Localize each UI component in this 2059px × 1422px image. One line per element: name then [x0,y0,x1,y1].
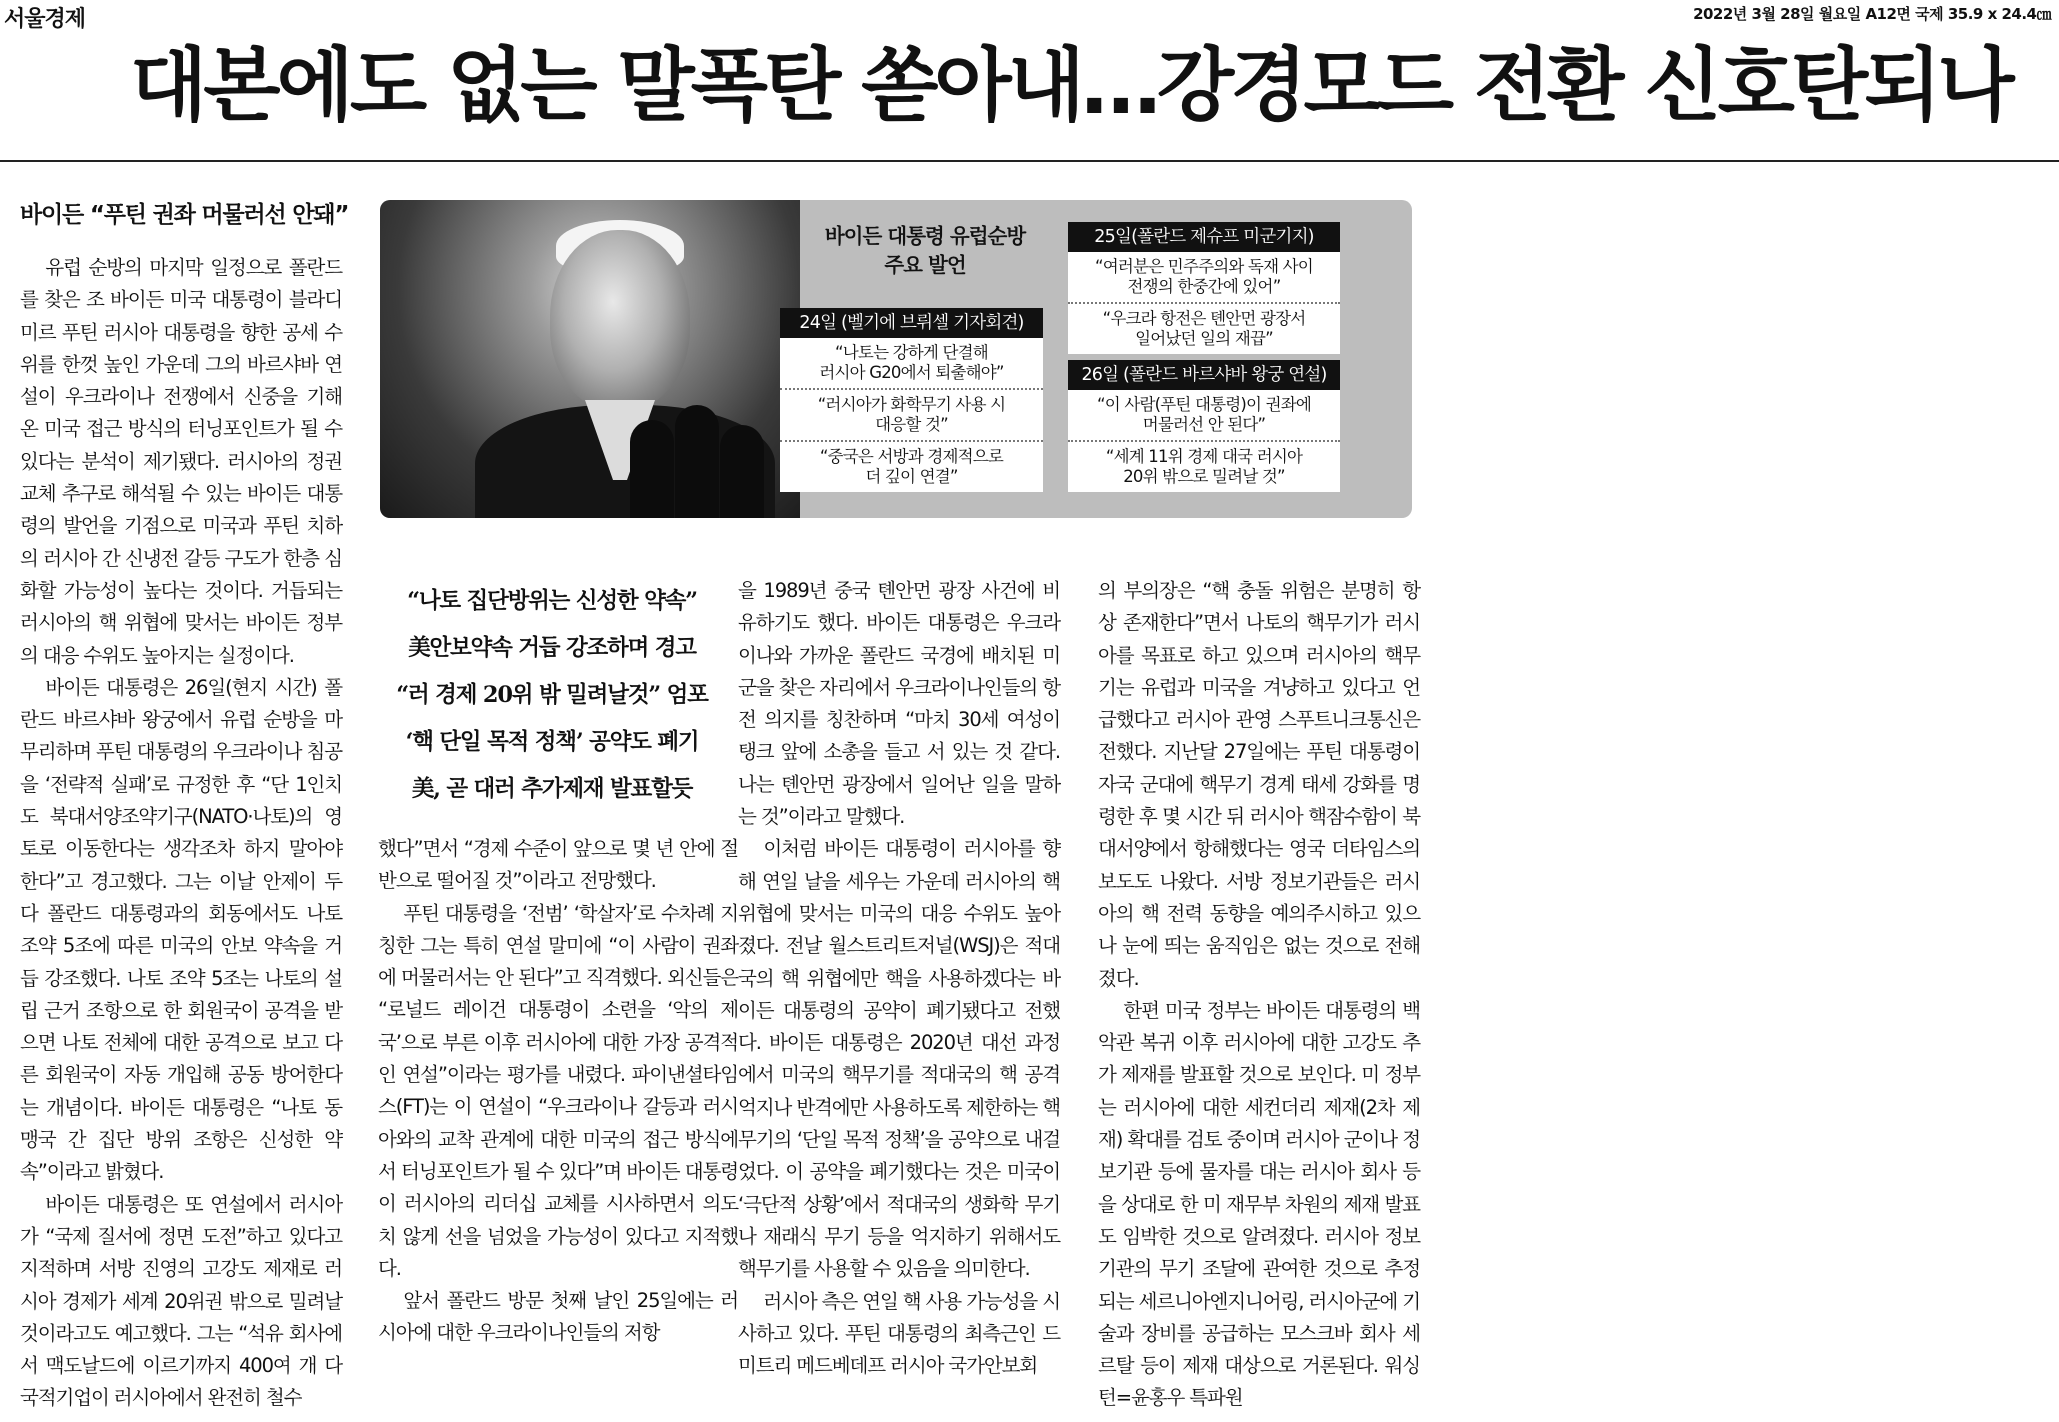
quote: “나토는 강하게 단결해 러시아 G20에서 퇴출해야” [780,338,1043,390]
panel-head: 26일 (폴란드 바르샤바 왕궁 연설) [1068,360,1340,390]
article-paragraph: 바이든 대통령은 26일(현지 시간) 폴란드 바르샤바 왕궁에서 유럽 순방을 마무리하며 푸틴 대통령의 우크라이나 침공을 ‘전략적 실패’로 규정한 후 “단 1인치도 북대서양조약기구(NATO·나토)의 영토로 이동한다는 생각조차 하지 말아야 한다”고 경고했다. 그는 이날 안제이 두다 폴란드 대통령과의 회동에서도 나토 조약 5조에 따른 미국의 안보 약속을 거듭 강조했다. 나토 조약 5조는 나토의 설립 근거 조항으로 한 회원국이 공격을 받으면 나토 전체에 대한 공격으로 보고 다른 회원국이 자동 개입해 공동 방어한다는 개념이다. 바이든 대통령은 “나토 동맹국 간 집단 방위 조항은 신성한 약속”이라고 밝혔다. [20,675,342,1184]
headline-rule [0,160,2059,162]
infobox [380,200,1412,518]
infobox-title [810,222,1040,280]
headline: 대본에도 없는 말폭탄 쏟아내…강경모드 전환 신호탄되나 [130,39,2011,132]
article-column-3 [738,575,1060,1382]
article-column-1 [20,252,342,1415]
photo-biden [380,200,800,518]
microphone-icon [720,425,764,518]
microphone-icon [630,420,674,518]
side-title: 바이든 “푸틴 권좌 머물러선 안돼” [20,202,349,228]
article-column-2 [378,833,738,1350]
subhead: ‘핵 단일 목적 정책’ 공약도 폐기 [405,729,699,755]
article-paragraph: 바이든 대통령은 또 연설에서 러시아가 “국제 질서에 정면 도전”하고 있다고 지적하며 서방 진영의 고강도 제재로 러시아 경제가 세계 20위권 밖으로 밀려날 것이라고도 예고했다. 그는 “석유 회사에서 맥도날드에 이르기까지 400여 개 다국적기업이 러시아에서 완전히 철수 [20,1192,342,1410]
quote: “이 사람(푸틴 대통령)이 권좌에 머물러선 안 된다” [1068,390,1340,442]
quote: “세계 11위 경제 대국 러시아 20위 밖으로 밀려날 것” [1105,447,1303,486]
subhead: 美, 곧 대러 추가제재 발표할듯 [411,776,693,802]
quote: “여러분은 민주주의와 독재 사이 전쟁의 한중간에 있어” [1068,252,1340,304]
panel-24 [780,308,1043,492]
article-paragraph: 했다”면서 “경제 수준이 앞으로 몇 년 안에 절반으로 떨어질 것”이라고 전망했다. [378,837,738,893]
subhead: “러 경제 20위 밖 밀려날것” 엄포 [396,682,708,708]
article-paragraph: 한편 미국 정부는 바이든 대통령의 백악관 복귀 이후 러시아에 대한 고강도 추가 제재를 발표할 것으로 보인다. 미 정부는 러시아에 대한 세컨더리 제재(2차 제재) 확대를 검토 중이며 러시아 군이나 정보기관 등에 물자를 대는 러시아 회사 등을 상대로 한 미 재무부 차원의 제재 발표도 임박한 것으로 알려졌다. 러시아 정보기관의 무기 조달에 관여한 것으로 추정되는 세르니아엔지니어링, 러시아군에 기술과 장비를 공급하는 모스크바 회사 세르탈 등이 제재 대상으로 거론된다. 워싱턴=윤홍우 특파원 [1098,998,1420,1410]
masthead-name: 서울경제 [4,7,86,32]
article-paragraph: 의 부의장은 “핵 충돌 위험은 분명히 항상 존재한다”면서 나토의 핵무기가 러시아를 목표로 하고 있으며 러시아의 핵무기는 유럽과 미국을 겨냥하고 있다고 언급했다고 러시아 관영 스푸트니크통신은 전했다. 지난달 27일에는 푸틴 대통령이 자국 군대에 핵무기 경계 태세 강화를 명령한 후 몇 시간 뒤 러시아 핵잠수함이 북대서양에서 항해했다는 영국 더타임스의 보도도 나왔다. 서방 정보기관들은 러시아의 핵 전력 동향을 예의주시하고 있으나 눈에 띄는 움직임은 없는 것으로 전해졌다. [1098,579,1420,990]
article-paragraph: 이처럼 바이든 대통령이 러시아를 향해 연일 날을 세우는 가운데 러시아의 핵 위협에 맞서는 미국의 대응 수위도 높아졌다. 전날 월스트리트저널(WSJ)은 적대국의 핵 위협에만 핵을 사용하겠다는 바이든 대통령의 공약이 폐기됐다고 전했다. 바이든 대통령은 2020년 대선 과정에서 미국의 핵무기를 적대국의 핵 공격 억지나 반격에만 사용하도록 제한하는 핵무기의 ‘단일 목적 정책’을 공약으로 내걸었다. 이 공약을 폐기했다는 것은 미국이 ‘극단적 상황’에서 적대국의 생화학 무기나 재래식 무기 등을 억지하기 위해서도 핵무기를 사용할 수 있음을 의미한다. [738,837,1060,1281]
panel-25 [1068,222,1340,354]
article-paragraph: 유럽 순방의 마지막 일정으로 폴란드를 찾은 조 바이든 미국 대통령이 블라디미르 푸틴 러시아 대통령을 향한 공세 수위를 한껏 높인 가운데 그의 바르샤바 연설이 우크라이나 전쟁에서 신중을 기해 온 미국 접근 방식의 터닝포인트가 될 수 있다는 분석이 제기됐다. 러시아의 정권 교체 추구로 해석될 수 있는 바이든 대통령의 발언을 기점으로 미국과 푸틴 치하의 러시아 간 신냉전 갈등 구도가 한층 심화할 가능성이 높다는 것이다. 거듭되는 러시아의 핵 위협에 맞서는 바이든 정부의 대응 수위도 높아지는 실정이다. [20,256,342,667]
subhead: 美안보약속 거듭 강조하며 경고 [408,635,696,661]
panel-head: 24일 (벨기에 브뤼셀 기자회견) [780,308,1043,338]
panel-head: 25일(폴란드 제슈프 미군기지) [1068,222,1340,252]
subhead: “나토 집단방위는 신성한 약속” [407,588,697,614]
microphone-icon [675,405,719,518]
quote: “우크라 항전은 톈안먼 광장서 일어났던 일의 재끕” [1102,309,1306,348]
article-paragraph: 을 1989년 중국 톈안먼 광장 사건에 비유하기도 했다. 바이든 대통령은 우크라이나와 가까운 폴란드 국경에 배치된 미군을 찾은 자리에서 우크라이나인들의 항전 의지를 칭찬하며 “마치 30세 여성이 탱크 앞에 소총을 들고 서 있는 것 같다. 나는 톈안먼 광장에서 일어난 일을 말하는 것”이라고 말했다. [738,579,1060,829]
infobox-title-line1: 바이든 대통령 유럽순방 [824,224,1026,248]
quote: “중국은 서방과 경제적으로 더 깊이 연결” [819,447,1004,486]
article-paragraph: 푸틴 대통령을 ‘전범’ ‘학살자’로 수차례 지칭한 그는 특히 연설 말미에 “이 사람이 권좌에 머물러서는 안 된다”고 직격했다. 외신들은 “로널드 레이건 대통령이 소련을 ‘악의 제국’으로 부른 이후 러시아에 대한 가장 공격적인 연설”이라는 평가를 내렸다. 파이낸셜타임스(FT)는 이 연설이 “우크라이나 갈등과 러시아와의 교착 관계에 대한 미국의 접근 방식에서 터닝포인트가 될 수 있다”며 바이든 대통령이 러시아의 리더십 교체를 시사하면서 의도치 않게 선을 넘었을 가능성이 있다고 지적했다. [378,901,738,1280]
publication-info: 2022년 3월 28일 월요일 A12면 국제 35.9 x 24.4㎝ [1693,5,2051,23]
article-column-4 [1098,575,1420,1415]
panel-26 [1068,360,1340,492]
article-paragraph: 러시아 측은 연일 핵 사용 가능성을 시사하고 있다. 푸틴 대통령의 최측근인 드미트리 메드베데프 러시아 국가안보회 [738,1289,1060,1378]
subheads [372,578,732,813]
article-paragraph: 앞서 폴란드 방문 첫째 날인 25일에는 러시아에 대한 우크라이나인들의 저항 [378,1289,738,1345]
quote: “러시아가 화학무기 사용 시 대응할 것” [780,390,1043,442]
infobox-title-line2: 주요 발언 [884,253,966,277]
